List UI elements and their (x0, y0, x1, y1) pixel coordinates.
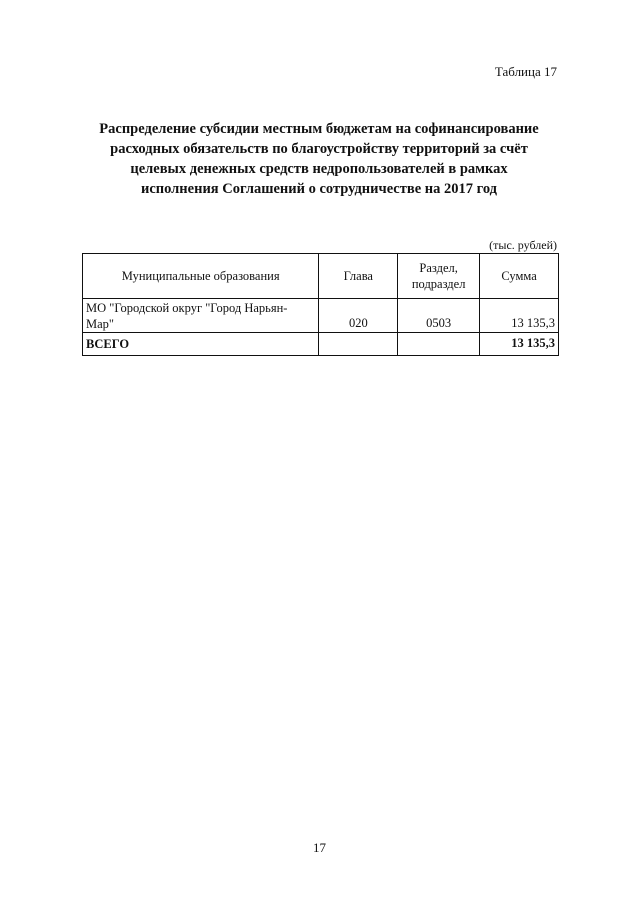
table-row (83, 299, 559, 333)
document-title (82, 119, 556, 199)
total-label: ВСЕГО (83, 333, 319, 356)
header-municipality: Муниципальные образования (83, 254, 319, 299)
municipality-line1: МО "Городской округ "Город Нарьян- (86, 301, 288, 315)
total-chapter (319, 333, 398, 356)
total-amount: 13 135,3 (480, 333, 559, 356)
title-line: Распределение субсидии местным бюджетам на софинансирование (99, 121, 539, 137)
cell-amount: 13 135,3 (480, 299, 559, 333)
title-line: исполнения Соглашений о сотрудничестве на 2017 год (140, 181, 498, 197)
page-number: 17 (313, 840, 326, 855)
title-line: расходных обязательств по благоустройству территорий за счёт (110, 141, 528, 157)
cell-section: 0503 (398, 299, 480, 333)
header-chapter: Глава (319, 254, 398, 299)
title-line: целевых денежных средств недропользователей в рамках (130, 161, 508, 177)
total-section (398, 333, 480, 356)
table-header-row (83, 254, 559, 299)
header-amount: Сумма (480, 254, 559, 299)
header-section (398, 254, 480, 299)
header-section-line1: Раздел, (419, 261, 458, 275)
units-label: (тыс. рублей) (489, 238, 557, 252)
table-number: Таблица 17 (494, 64, 557, 79)
total-row (83, 333, 559, 356)
subsidy-table (82, 253, 559, 356)
cell-municipality (83, 299, 319, 333)
header-section-line2: подраздел (411, 277, 466, 291)
municipality-line2: Мар" (86, 317, 115, 331)
cell-chapter: 020 (319, 299, 398, 333)
